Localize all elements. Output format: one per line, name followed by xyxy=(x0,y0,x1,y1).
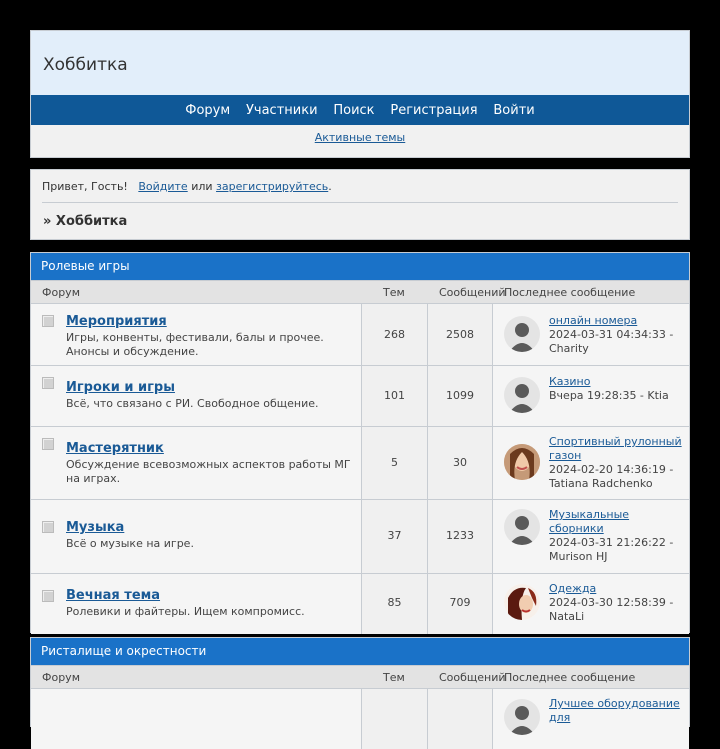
or-text: или xyxy=(191,180,213,193)
topics-cell xyxy=(362,366,428,426)
topics-cell xyxy=(362,574,428,634)
last-post-meta: 2024-03-31 21:26:22 - Murison HJ xyxy=(549,536,674,563)
topics-cell xyxy=(362,689,428,749)
breadcrumb: » Хоббитка xyxy=(43,214,128,229)
forum-row xyxy=(31,500,689,574)
forum-status-icon xyxy=(42,315,54,327)
forum-header xyxy=(30,30,690,158)
site-title: Хоббитка xyxy=(43,55,128,75)
category-arena xyxy=(30,637,690,727)
col-forum: Форум xyxy=(42,286,80,299)
posts-count: 1099 xyxy=(446,389,474,402)
posts-cell xyxy=(428,427,493,499)
category-role-games xyxy=(30,252,690,633)
topics-count: 37 xyxy=(387,529,402,542)
column-headers xyxy=(31,666,689,689)
category-title[interactable]: Ристалище и окрестности xyxy=(31,638,689,666)
forum-link[interactable]: Музыка xyxy=(66,520,125,535)
topics-cell xyxy=(362,427,428,499)
posts-count: 709 xyxy=(449,596,471,609)
topics-count: 85 xyxy=(387,596,402,609)
forum-cell xyxy=(31,427,362,499)
last-post-cell xyxy=(493,689,689,749)
topics-count: 5 xyxy=(391,456,398,469)
forum-row xyxy=(31,366,689,427)
posts-cell xyxy=(428,689,493,749)
register-link[interactable]: зарегистрируйтесь xyxy=(216,180,329,193)
col-topics: Тем xyxy=(383,286,405,299)
last-post-cell xyxy=(493,500,689,573)
period: . xyxy=(328,180,332,193)
posts-count: 2508 xyxy=(446,328,474,341)
forum-row xyxy=(31,427,689,500)
last-post-link[interactable]: Музыкальные сборники xyxy=(549,508,630,535)
forum-row xyxy=(31,574,689,634)
column-headers xyxy=(31,281,689,304)
forum-row xyxy=(31,689,689,749)
posts-cell xyxy=(428,304,493,365)
forum-link[interactable]: Мероприятия xyxy=(66,314,167,329)
forum-cell xyxy=(31,574,362,634)
forum-description: Всё о музыке на игре. xyxy=(66,537,194,550)
forum-row xyxy=(31,304,689,366)
col-posts: Сообщений xyxy=(439,671,506,684)
last-post-info xyxy=(549,697,684,725)
last-post-meta: 2024-03-30 12:58:39 - NataLi xyxy=(549,596,674,623)
last-post-meta: 2024-02-20 14:36:19 - Tatiana Radchenko xyxy=(549,463,674,490)
main-navigation xyxy=(31,95,689,125)
nav-forum[interactable]: Форум xyxy=(185,103,231,118)
default-avatar-icon xyxy=(504,509,540,545)
nav-search[interactable]: Поиск xyxy=(333,103,375,118)
category-title[interactable]: Ролевые игры xyxy=(31,253,689,281)
posts-cell xyxy=(428,500,493,573)
forum-description: Ролевики и файтеры. Ищем компромисс. xyxy=(66,605,305,618)
default-avatar-icon xyxy=(504,699,540,735)
last-post-link[interactable]: Лучшее оборудование для xyxy=(549,697,680,724)
last-post-link[interactable]: Казино xyxy=(549,375,591,388)
default-avatar-icon xyxy=(504,377,540,413)
last-post-info xyxy=(549,375,684,403)
col-forum: Форум xyxy=(42,671,80,684)
greeting: Привет, Гость! xyxy=(42,180,128,193)
nav-members[interactable]: Участники xyxy=(245,103,318,118)
nav-register[interactable]: Регистрация xyxy=(390,103,478,118)
last-post-link[interactable]: Спортивный рулонный газон xyxy=(549,435,682,462)
last-post-cell xyxy=(493,366,689,426)
forum-cell xyxy=(31,500,362,573)
active-topics-bar xyxy=(31,131,689,144)
forum-link[interactable]: Игроки и игры xyxy=(66,380,175,395)
last-post-info xyxy=(549,582,684,624)
user-photo-avatar xyxy=(504,584,540,620)
last-post-info xyxy=(549,508,684,564)
topics-count: 268 xyxy=(384,328,405,341)
forum-link[interactable]: Вечная тема xyxy=(66,588,161,603)
forum-status-icon xyxy=(42,521,54,533)
last-post-cell xyxy=(493,574,689,634)
nav-login[interactable]: Войти xyxy=(493,103,535,118)
col-last-post: Последнее сообщение xyxy=(504,286,636,299)
topics-count: 101 xyxy=(384,389,405,402)
posts-count: 1233 xyxy=(446,529,474,542)
posts-cell xyxy=(428,366,493,426)
col-posts: Сообщений xyxy=(439,286,506,299)
col-last-post: Последнее сообщение xyxy=(504,671,636,684)
forum-description: Игры, конвенты, фестивали, балы и прочее. Анонсы и обсуждение. xyxy=(66,331,324,358)
last-post-info xyxy=(549,435,684,491)
forum-cell xyxy=(31,366,362,426)
posts-count: 30 xyxy=(453,456,467,469)
welcome-text xyxy=(42,180,332,193)
welcome-panel xyxy=(30,169,690,240)
forum-cell xyxy=(31,304,362,365)
site-title-bar xyxy=(31,31,689,96)
last-post-info xyxy=(549,314,684,356)
last-post-cell xyxy=(493,304,689,365)
posts-cell xyxy=(428,574,493,634)
last-post-link[interactable]: онлайн номера xyxy=(549,314,638,327)
default-avatar-icon xyxy=(504,316,540,352)
forum-cell xyxy=(31,689,362,749)
forum-description: Всё, что связано с РИ. Свободное общение. xyxy=(66,397,319,410)
user-photo-avatar xyxy=(504,444,540,480)
forum-status-icon xyxy=(42,377,54,389)
topics-cell xyxy=(362,304,428,365)
last-post-meta: Вчера 19:28:35 - Ktia xyxy=(549,389,669,402)
col-topics: Тем xyxy=(383,671,405,684)
divider xyxy=(42,202,678,203)
forum-link[interactable]: Мастерятник xyxy=(66,441,164,456)
forum-status-icon xyxy=(42,590,54,602)
forum-status-icon xyxy=(42,438,54,450)
active-topics-link[interactable]: Активные темы xyxy=(314,131,406,144)
last-post-link[interactable]: Одежда xyxy=(549,582,597,595)
login-link[interactable]: Войдите xyxy=(138,180,188,193)
topics-cell xyxy=(362,500,428,573)
last-post-cell xyxy=(493,427,689,499)
forum-description: Обсуждение всевозможных аспектов работы МГ на играх. xyxy=(66,458,351,485)
last-post-meta: 2024-03-31 04:34:33 - Charity xyxy=(549,328,674,355)
